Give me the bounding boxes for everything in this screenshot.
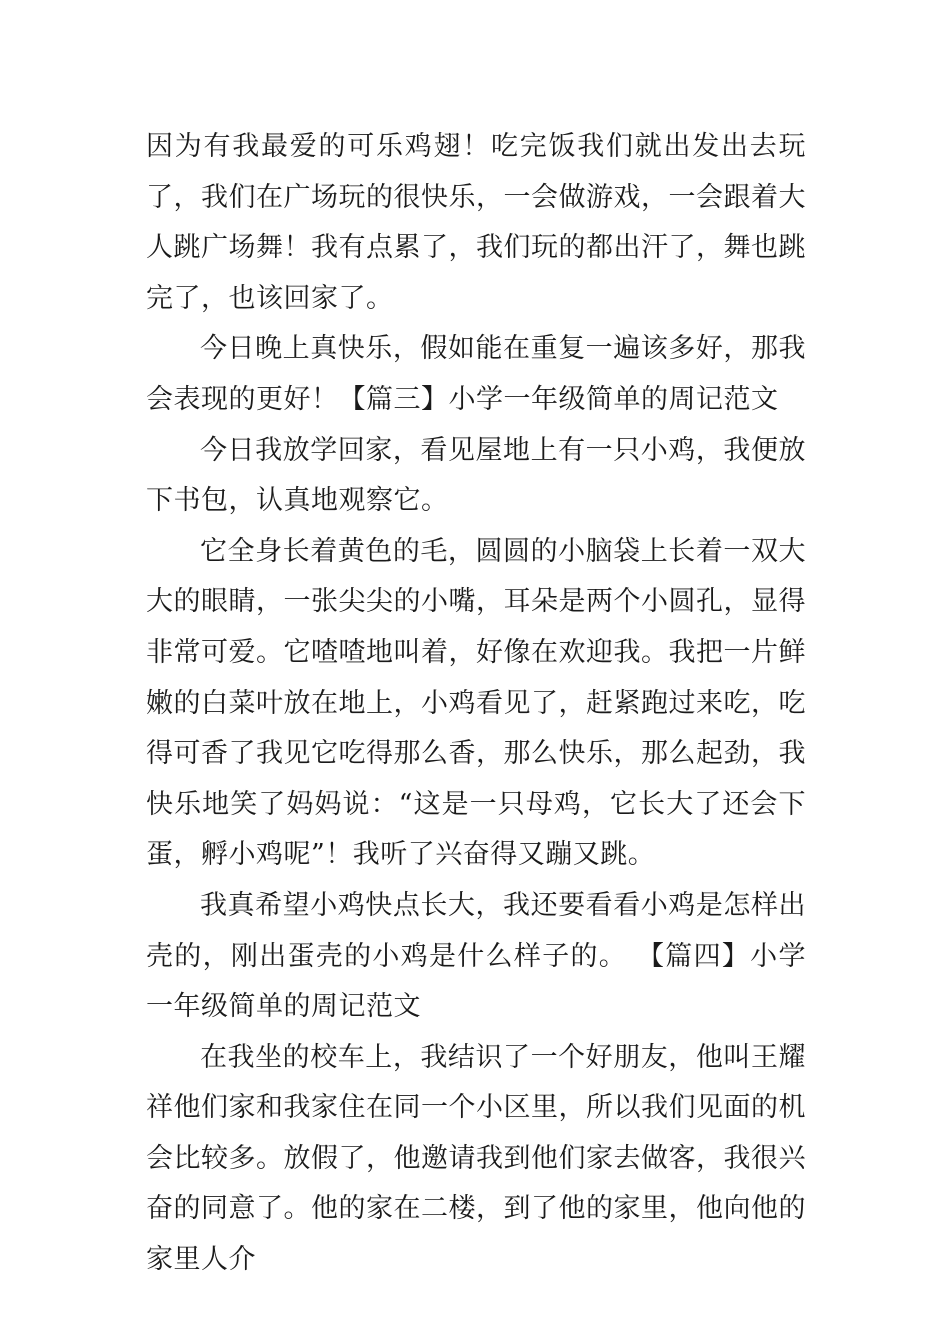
paragraph-3: 今日我放学回家，看见屋地上有一只小鸡，我便放下书包，认真地观察它。 xyxy=(146,434,806,517)
paragraph-1: 因为有我最爱的可乐鸡翅！吃完饭我们就出发出去玩了，我们在广场玩的很快乐，一会做游戏，一会跟着大人跳广场舞！我有点累了，我们玩的都出汗了，舞也跳完了，也该回家了。 xyxy=(146,131,806,314)
paragraph-6: 在我坐的校车上，我结识了一个好朋友，他叫王耀祥他们家和我家住在同一个小区里，所以我们见面的机会比较多。放假了，他邀请我到他们家去做客，我很兴奋的同意了。他的家在二楼，到了他的家里，他向他的家里人介 xyxy=(146,1041,806,1276)
paragraph-5: 我真希望小鸡快点长大，我还要看看小鸡是怎样出壳的，刚出蛋壳的小鸡是什么样子的。 【篇四】小学一年级简单的周记范文 xyxy=(146,889,806,1023)
paragraph-2: 今日晚上真快乐，假如能在重复一遍该多好，那我会表现的更好！【篇三】小学一年级简单的周记范文 xyxy=(146,333,806,415)
paragraph-4: 它全身长着黄色的毛，圆圆的小脑袋上长着一双大大的眼睛，一张尖尖的小嘴，耳朵是两个小圆孔，显得非常可爱。它喳喳地叫着，好像在欢迎我。我把一片鲜嫩的白菜叶放在地上，小鸡看见了，赶紧跑过来吃，吃得可香了我见它吃得那么香，那么快乐，那么起劲，我快乐地笑了妈妈说：“这是一只母鸡，它长大了还会下蛋，孵小鸡呢”！我听了兴奋得又蹦又跳。 xyxy=(146,535,806,871)
document-body xyxy=(146,122,806,1286)
